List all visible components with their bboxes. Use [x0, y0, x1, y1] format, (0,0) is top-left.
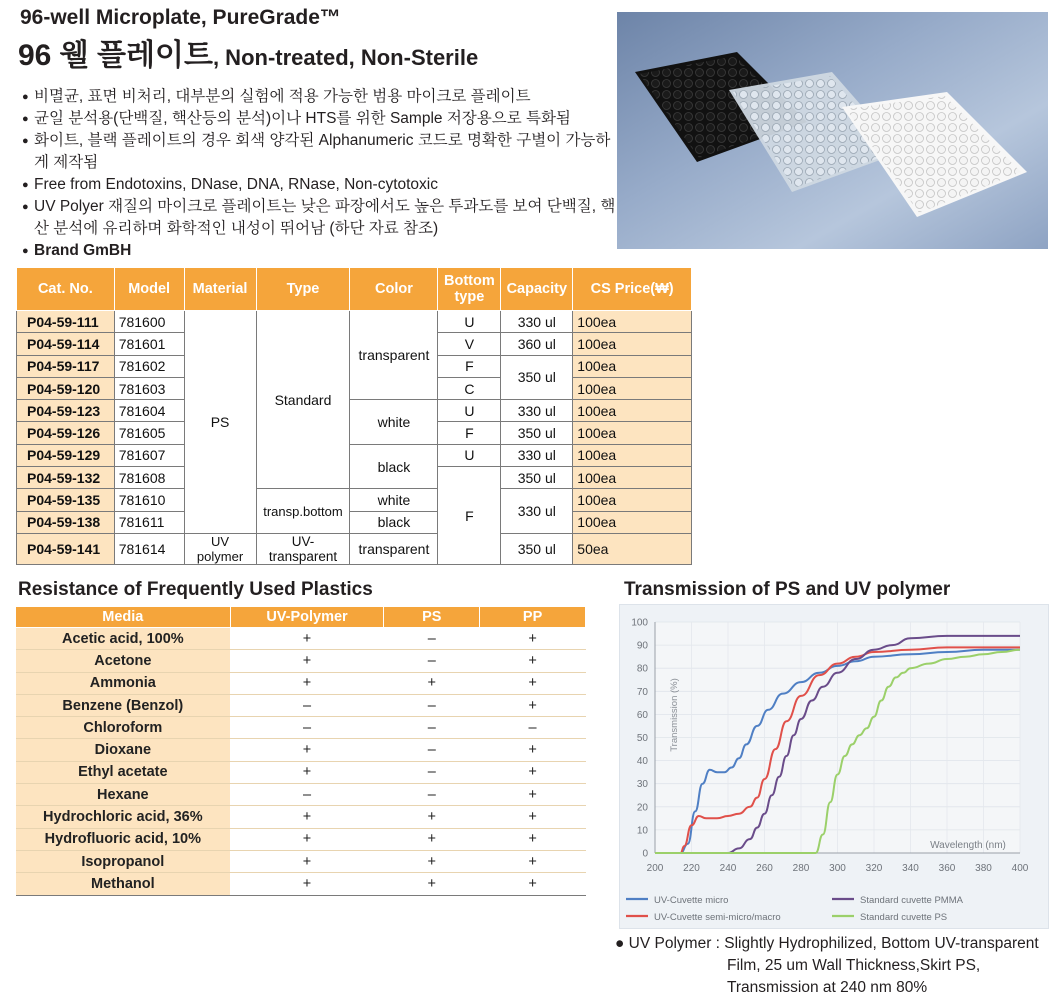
resistance-row: [16, 739, 586, 761]
x-axis-label: Wavelength (nm): [930, 840, 1006, 851]
col-type: Type: [256, 268, 350, 311]
bottom-cell: U: [438, 400, 501, 422]
subtitle-main: 96 웰 플레이트: [18, 39, 213, 72]
bottom-cell: V: [438, 333, 501, 355]
pp-cell: –: [480, 717, 586, 739]
chart-legend: [626, 895, 964, 923]
pp-cell: +: [480, 672, 586, 694]
catalog-table: [16, 267, 692, 565]
x-tick-label: 200: [646, 863, 664, 874]
ps-cell: +: [384, 850, 480, 872]
x-tick-label: 260: [756, 863, 773, 874]
uv-polymer-cell: +: [230, 850, 384, 872]
cat-no-cell: P04-59-138: [17, 511, 115, 533]
feature-list: [22, 86, 622, 262]
resistance-table: [15, 606, 586, 896]
pp-cell: +: [480, 828, 586, 850]
ps-cell: +: [384, 873, 480, 895]
microplates-illustration: [617, 12, 1048, 249]
brand-item: ● Brand GmBH: [22, 240, 622, 262]
color-cell: black: [350, 511, 438, 533]
table-row: [17, 489, 692, 511]
resistance-body: [16, 628, 586, 896]
resistance-row: [16, 650, 586, 672]
catalog-header-row: [17, 268, 692, 311]
table-row: [17, 444, 692, 466]
price-cell: 100ea: [573, 489, 692, 511]
resistance-row: [16, 873, 586, 895]
legend-label-2: Standard cuvette PMMA: [860, 895, 963, 906]
col-ps: PS: [384, 607, 480, 628]
table-row: [17, 511, 692, 533]
product-subtitle: [18, 30, 478, 74]
price-cell: 50ea: [573, 533, 692, 564]
pp-cell: +: [480, 761, 586, 783]
capacity-cell: 360 ul: [501, 333, 573, 355]
color-cell: transparent: [350, 533, 438, 564]
product-photo: [617, 12, 1048, 249]
capacity-cell: 350 ul: [501, 467, 573, 489]
y-tick-label: 40: [636, 756, 648, 768]
resistance-row: [16, 784, 586, 806]
y-tick-label: 0: [642, 848, 648, 860]
bottom-cell: F: [438, 355, 501, 377]
resistance-title: Resistance of Frequently Used Plastics: [18, 579, 373, 600]
media-cell: Methanol: [16, 873, 231, 895]
y-tick-label: 60: [636, 709, 648, 721]
cat-no-cell: P04-59-111: [17, 311, 115, 333]
note-line-1: UV Polymer : Slightly Hydrophilized, Bottom UV-transparent: [628, 935, 1039, 952]
ps-cell: –: [384, 784, 480, 806]
resistance-row: [16, 628, 586, 650]
x-tick-label: 280: [792, 863, 810, 874]
ps-cell: +: [384, 672, 480, 694]
y-tick-label: 20: [636, 802, 648, 814]
model-cell: 781614: [114, 533, 184, 564]
resistance-header-row: [16, 607, 586, 628]
y-tick-label: 30: [636, 779, 648, 791]
price-cell: 100ea: [573, 377, 692, 399]
bottom-cell: F: [438, 467, 501, 565]
price-cell: 100ea: [573, 355, 692, 377]
bottom-cell: C: [438, 377, 501, 399]
model-cell: 781603: [114, 377, 184, 399]
feature-item: ● UV Polyer 재질의 마이크로 플레이트는 낮은 파장에서도 높은 투과도를 보여 단백질, 핵산 분석에 유리하며 화학적인 내성이 뛰어남 (하단 자료 참조): [22, 196, 622, 240]
col-pp: PP: [480, 607, 586, 628]
price-cell: 100ea: [573, 400, 692, 422]
uv-polymer-cell: –: [230, 784, 384, 806]
cat-no-cell: P04-59-126: [17, 422, 115, 444]
resistance-row: [16, 806, 586, 828]
cat-no-cell: P04-59-135: [17, 489, 115, 511]
capacity-cell: 350 ul: [501, 422, 573, 444]
uv-polymer-cell: +: [230, 761, 384, 783]
y-ticks: [631, 618, 648, 860]
bottom-cell: U: [438, 444, 501, 466]
pp-cell: +: [480, 650, 586, 672]
ps-cell: +: [384, 828, 480, 850]
price-cell: 100ea: [573, 311, 692, 333]
ps-cell: –: [384, 761, 480, 783]
col-capacity: Capacity: [501, 268, 573, 311]
media-cell: Hydrofluoric acid, 10%: [16, 828, 231, 850]
resistance-row: [16, 761, 586, 783]
resistance-row: [16, 694, 586, 716]
media-cell: Hexane: [16, 784, 231, 806]
cat-no-cell: P04-59-129: [17, 444, 115, 466]
cat-no-cell: P04-59-114: [17, 333, 115, 355]
feature-item: ● 비멸균, 표면 비처리, 대부분의 실험에 적용 가능한 범용 마이크로 플레이트: [22, 86, 622, 108]
col-bottom-type: Bottom type: [438, 268, 501, 311]
ps-cell: –: [384, 739, 480, 761]
bottom-cell: U: [438, 311, 501, 333]
material-cell: PS: [184, 311, 256, 534]
model-cell: 781605: [114, 422, 184, 444]
capacity-cell: 350 ul: [501, 533, 573, 564]
y-tick-label: 80: [636, 663, 648, 675]
color-cell: transparent: [350, 311, 438, 400]
uv-polymer-cell: –: [230, 717, 384, 739]
price-cell: 100ea: [573, 511, 692, 533]
material-cell: UV polymer: [184, 533, 256, 564]
legend-label-1: UV-Cuvette semi-micro/macro: [654, 912, 781, 923]
col-color: Color: [350, 268, 438, 311]
col-price: CS Price(₩): [573, 268, 692, 311]
transmission-chart-svg: [620, 605, 1050, 930]
note-line-2: Film, 25 um Wall Thickness,Skirt PS,: [727, 957, 981, 974]
y-tick-label: 10: [636, 825, 648, 837]
media-cell: Hydrochloric acid, 36%: [16, 806, 231, 828]
y-tick-label: 50: [636, 733, 648, 744]
y-axis-label: Transmission (%): [669, 678, 680, 752]
pp-cell: +: [480, 784, 586, 806]
price-cell: 100ea: [573, 422, 692, 444]
media-cell: Benzene (Benzol): [16, 694, 231, 716]
col-uv-polymer: UV-Polymer: [230, 607, 384, 628]
ps-cell: –: [384, 717, 480, 739]
color-cell: black: [350, 444, 438, 489]
product-title: 96-well Microplate, PureGrade™: [20, 6, 341, 29]
uv-polymer-cell: +: [230, 739, 384, 761]
type-cell: UV-transparent: [256, 533, 350, 564]
media-cell: Ammonia: [16, 672, 231, 694]
model-cell: 781604: [114, 400, 184, 422]
type-cell: transp.bottom: [256, 489, 350, 534]
media-cell: Chloroform: [16, 717, 231, 739]
col-media: Media: [16, 607, 231, 628]
capacity-cell: 350 ul: [501, 355, 573, 400]
model-cell: 781607: [114, 444, 184, 466]
x-ticks: [647, 863, 1029, 874]
ps-cell: +: [384, 806, 480, 828]
color-cell: white: [350, 489, 438, 511]
x-tick-label: 220: [683, 863, 700, 874]
pp-cell: +: [480, 850, 586, 872]
resistance-row: [16, 850, 586, 872]
resistance-row: [16, 717, 586, 739]
price-cell: 100ea: [573, 444, 692, 466]
media-cell: Dioxane: [16, 739, 231, 761]
capacity-cell: 330 ul: [501, 489, 573, 534]
feature-item: ● 균일 분석용(단백질, 핵산등의 분석)이나 HTS를 위한 Sample 저장용으로 특화됨: [22, 108, 622, 130]
model-cell: 781600: [114, 311, 184, 333]
model-cell: 781610: [114, 489, 184, 511]
pp-cell: +: [480, 806, 586, 828]
uv-polymer-cell: +: [230, 806, 384, 828]
capacity-cell: 330 ul: [501, 444, 573, 466]
price-cell: 100ea: [573, 467, 692, 489]
model-cell: 781611: [114, 511, 184, 533]
col-cat-no: Cat. No.: [17, 268, 115, 311]
bullet-icon: ●: [615, 935, 629, 952]
ps-cell: –: [384, 628, 480, 650]
chart-title: Transmission of PS and UV polymer: [624, 579, 951, 600]
y-tick-label: 90: [636, 640, 648, 652]
pp-cell: +: [480, 628, 586, 650]
x-tick-label: 400: [1011, 863, 1029, 874]
table-row: [17, 400, 692, 422]
feature-item: ● Free from Endotoxins, DNase, DNA, RNase, Non-cytotoxic: [22, 174, 622, 196]
media-cell: Ethyl acetate: [16, 761, 231, 783]
uv-polymer-note: [615, 933, 1039, 999]
price-cell: 100ea: [573, 333, 692, 355]
legend-label-3: Standard cuvette PS: [860, 912, 948, 923]
model-cell: 781602: [114, 355, 184, 377]
pp-cell: +: [480, 873, 586, 895]
col-model: Model: [114, 268, 184, 311]
media-cell: Acetic acid, 100%: [16, 628, 231, 650]
uv-polymer-cell: +: [230, 873, 384, 895]
table-row: [17, 311, 692, 333]
resistance-row: [16, 828, 586, 850]
x-tick-label: 360: [938, 863, 956, 874]
cat-no-cell: P04-59-132: [17, 467, 115, 489]
note-line-3: Transmission at 240 nm 80%: [727, 979, 928, 996]
cat-no-cell: P04-59-117: [17, 355, 115, 377]
uv-polymer-cell: +: [230, 650, 384, 672]
cat-no-cell: P04-59-123: [17, 400, 115, 422]
model-cell: 781608: [114, 467, 184, 489]
uv-polymer-cell: +: [230, 628, 384, 650]
transmission-chart: [619, 604, 1049, 929]
type-cell: Standard: [256, 311, 350, 489]
cat-no-cell: P04-59-141: [17, 533, 115, 564]
uv-polymer-cell: +: [230, 672, 384, 694]
x-tick-label: 340: [902, 863, 919, 874]
legend-label-0: UV-Cuvette micro: [654, 895, 729, 906]
model-cell: 781601: [114, 333, 184, 355]
capacity-cell: 330 ul: [501, 400, 573, 422]
pp-cell: +: [480, 694, 586, 716]
uv-polymer-cell: –: [230, 694, 384, 716]
resistance-row: [16, 672, 586, 694]
color-cell: white: [350, 400, 438, 445]
pp-cell: +: [480, 739, 586, 761]
ps-cell: –: [384, 694, 480, 716]
x-tick-label: 300: [829, 863, 846, 874]
x-tick-label: 240: [719, 863, 737, 874]
x-tick-label: 320: [865, 863, 883, 874]
y-tick-label: 100: [631, 617, 648, 629]
table-row: [17, 533, 692, 564]
subtitle-sub: , Non-treated, Non-Sterile: [212, 45, 479, 70]
media-cell: Isopropanol: [16, 850, 231, 872]
col-material: Material: [184, 268, 256, 311]
ps-cell: –: [384, 650, 480, 672]
x-tick-label: 380: [975, 863, 992, 874]
media-cell: Acetone: [16, 650, 231, 672]
cat-no-cell: P04-59-120: [17, 377, 115, 399]
capacity-cell: 330 ul: [501, 311, 573, 333]
feature-item: ● 화이트, 블랙 플레이트의 경우 회색 양각된 Alphanumeric 코드로 명확한 구별이 가능하게 제작됨: [22, 130, 622, 174]
uv-polymer-cell: +: [230, 828, 384, 850]
y-tick-label: 70: [636, 686, 648, 698]
bottom-cell: F: [438, 422, 501, 444]
